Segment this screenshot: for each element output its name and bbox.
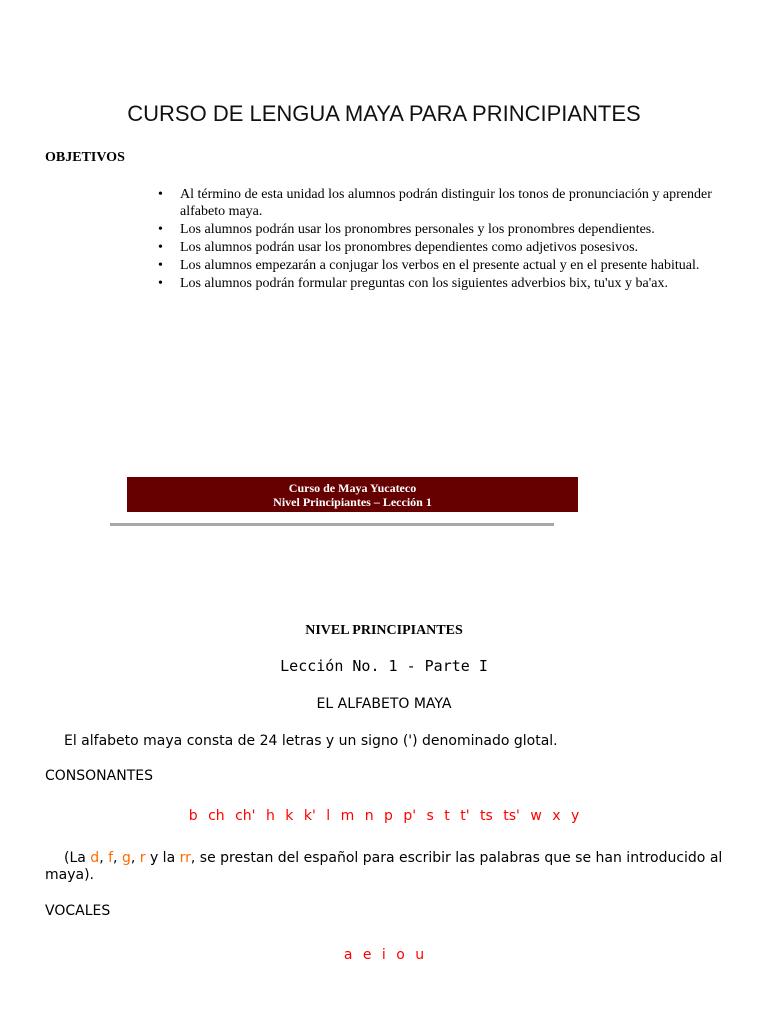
objective-item: • Los alumnos podrán usar los pronombres personales y los pronombres dependientes.	[180, 221, 725, 238]
note-text: , se prestan del español para escribir las palabras que se han introducido al maya).	[45, 850, 723, 883]
objective-item: • Los alumnos podrán usar los pronombres dependientes como adjetivos posesivos.	[180, 239, 725, 256]
alphabet-title: EL ALFABETO MAYA	[316, 696, 452, 712]
borrowed-letters-note	[45, 850, 735, 884]
divider	[110, 523, 554, 526]
vowels-heading: VOCALES	[45, 903, 111, 919]
borrowed-letter-g: g	[121, 850, 131, 866]
course-banner	[127, 477, 578, 512]
borrowed-letter-rr: rr	[179, 850, 191, 866]
note-text: ,	[113, 850, 122, 866]
borrowed-letter-f: f	[108, 850, 114, 866]
objectives-heading: OBJETIVOS	[45, 150, 125, 165]
level-title: NIVEL PRINCIPIANTES	[305, 623, 463, 638]
vowels-list: a e i o u	[343, 947, 425, 963]
consonants-heading: CONSONANTES	[45, 768, 153, 784]
objective-item: • Los alumnos podrán formular preguntas con los siguientes adverbios bix, tu'ux y ba'ax.	[180, 275, 725, 292]
alphabet-intro: El alfabeto maya consta de 24 letras y un signo (') denominado glotal.	[64, 733, 558, 749]
borrowed-letter-r: r	[139, 850, 146, 866]
objectives-list	[180, 186, 725, 293]
objective-item: • Al término de esta unidad los alumnos podrán distinguir los tonos de pronunciación y aprender alfabeto maya.	[180, 186, 725, 220]
borrowed-letter-d: d	[90, 850, 100, 866]
page-title: CURSO DE LENGUA MAYA PARA PRINCIPIANTES	[127, 101, 641, 126]
note-text: (La	[64, 850, 91, 866]
banner-line-course: Curso de Maya Yucateco	[288, 481, 417, 495]
objective-item: • Los alumnos empezarán a conjugar los verbos en el presente actual y en el presente habitual.	[180, 257, 725, 274]
lesson-title: Lección No. 1 - Parte I	[280, 657, 488, 675]
banner-line-level: Nivel Principiantes – Lección 1	[273, 495, 432, 509]
note-text: ,	[130, 850, 140, 866]
consonants-list: b ch ch' h k k' l m n p p' s t t' ts ts' w x y	[188, 808, 580, 824]
note-text: ,	[99, 850, 109, 866]
note-text: y la	[145, 850, 180, 866]
